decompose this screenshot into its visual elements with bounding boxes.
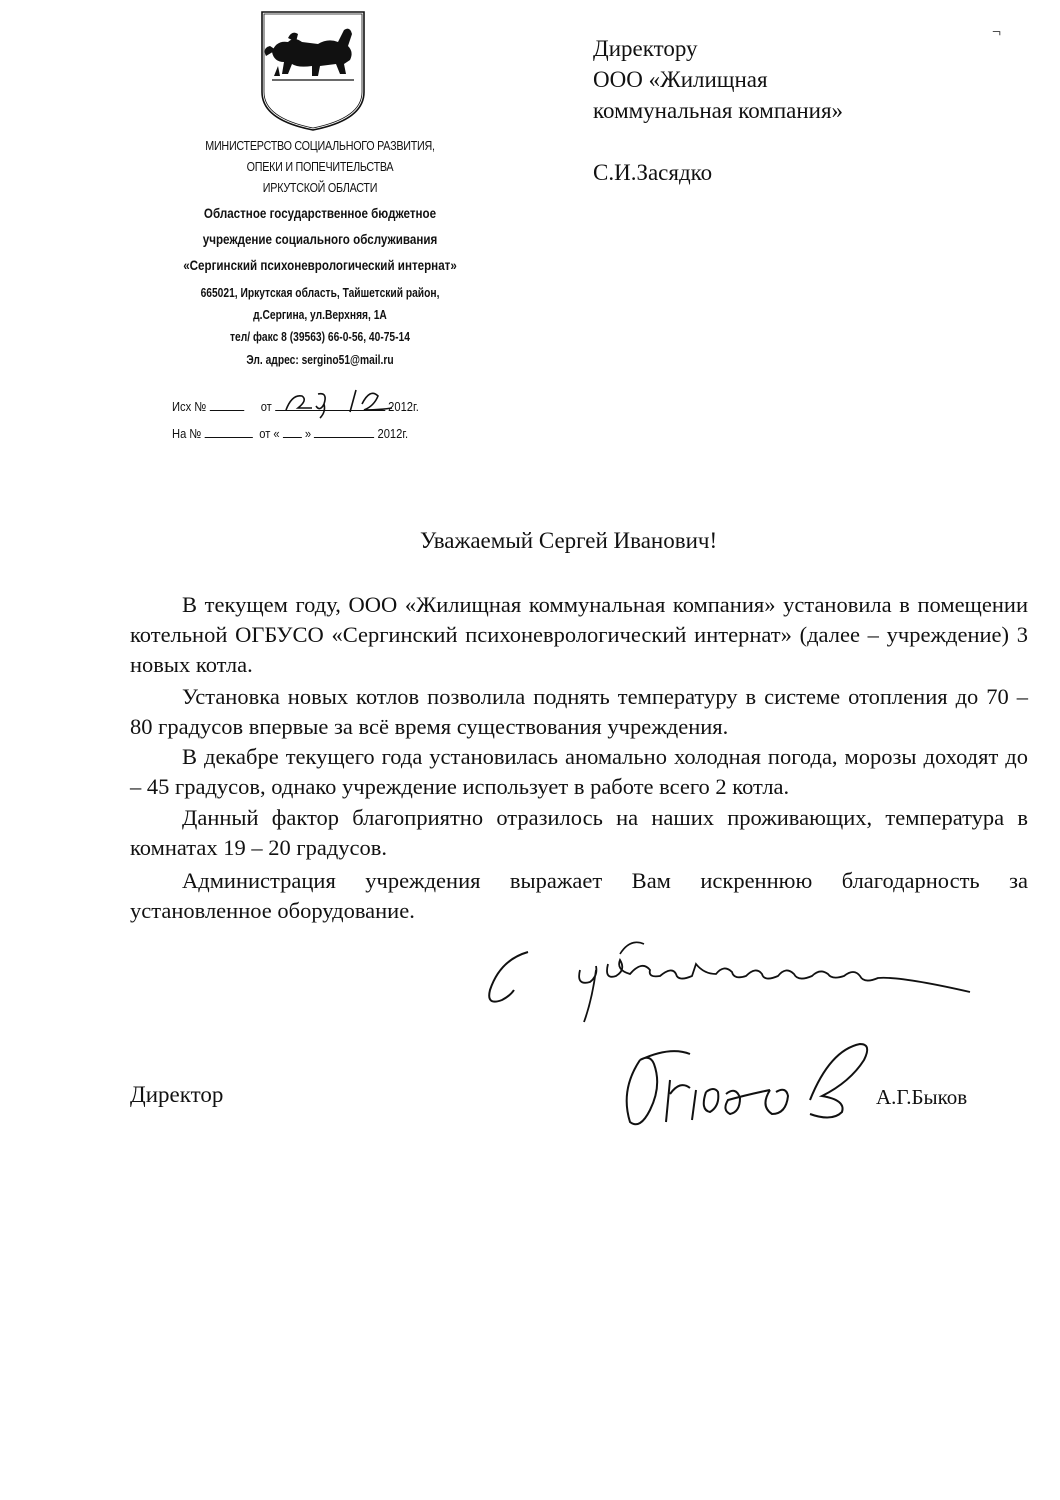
incoming-quote: » — [304, 426, 312, 441]
handwritten-closing — [480, 930, 990, 1030]
ministry-line-3: ИРКУТСКОЙ ОБЛАСТИ — [262, 181, 378, 195]
addressee-name: С.И.Засядко — [593, 160, 713, 185]
signatory-title: Директор — [130, 1082, 224, 1107]
org-line-2: учреждение социального обслуживания — [202, 232, 438, 247]
incoming-day-blank — [283, 425, 302, 438]
coat-of-arms-emblem — [258, 8, 368, 134]
outgoing-from-label: от — [260, 399, 272, 414]
signatory-name: А.Г.Быков — [876, 1085, 968, 1109]
ministry-line-1: МИНИСТЕРСТВО СОЦИАЛЬНОГО РАЗВИТИЯ, — [205, 139, 435, 153]
incoming-number-blank — [205, 425, 253, 438]
addressee-line-3: коммунальная компания» — [593, 98, 844, 123]
incoming-month-blank — [314, 425, 374, 438]
salutation: Уважаемый Сергей Иванович! — [420, 528, 718, 553]
addressee-line-1: Директору — [593, 36, 698, 61]
phone-line: тел/ факс 8 (39563) 66-0-56, 40-75-14 — [230, 330, 410, 344]
addressee-line-2: ООО «Жилищная — [593, 67, 768, 92]
incoming-number-row — [172, 425, 408, 441]
outgoing-year: 2012г. — [388, 399, 419, 414]
incoming-year: 2012г. — [377, 426, 409, 441]
incoming-label: На № — [172, 426, 202, 441]
incoming-from-label: от « — [259, 426, 280, 441]
email-line: Эл. адрес: sergino51@mail.ru — [246, 353, 394, 367]
org-line-1: Областное государственное бюджетное — [203, 206, 437, 221]
body-paragraph-1: В текущем году, ООО «Жилищная коммунальная компания» установила в помещении котельной ОГБУСО «Сергинский психоневрологический интернат» (далее – учреждение) 3 новых котла. — [130, 592, 1028, 677]
address-line-2: д.Сергина, ул.Верхняя, 1А — [253, 308, 387, 322]
body-paragraph-5: Администрация учреждения выражает Вам искреннюю благодарность за установленное оборудование. — [130, 868, 1028, 923]
corner-mark: ¬ — [992, 24, 1002, 41]
ministry-line-2: ОПЕКИ И ПОПЕЧИТЕЛЬСТВА — [246, 160, 394, 174]
address-line-1: 665021, Иркутская область, Тайшетский район, — [200, 286, 440, 300]
org-line-3: «Сергинский психоневрологический интернат» — [183, 258, 457, 273]
body-paragraph-2: Установка новых котлов позволила поднять температуру в системе отопления до 70 – 80 градусов впервые за всё время существования учреждения. — [130, 684, 1028, 739]
handwritten-outgoing-date — [278, 382, 418, 420]
body-paragraph-4: Данный фактор благоприятно отразилось на наших проживающих, температура в комнатах 19 – 20 градусов. — [130, 805, 1028, 860]
body-paragraph-3: В декабре текущего года установилась аномально холодная погода, морозы доходят до – 45 градусов, однако учреждение использует в работе всего 2 котла. — [130, 744, 1028, 799]
outgoing-number-blank — [209, 398, 243, 411]
handwritten-signature — [610, 1030, 880, 1135]
outgoing-label: Исх № — [172, 399, 207, 414]
